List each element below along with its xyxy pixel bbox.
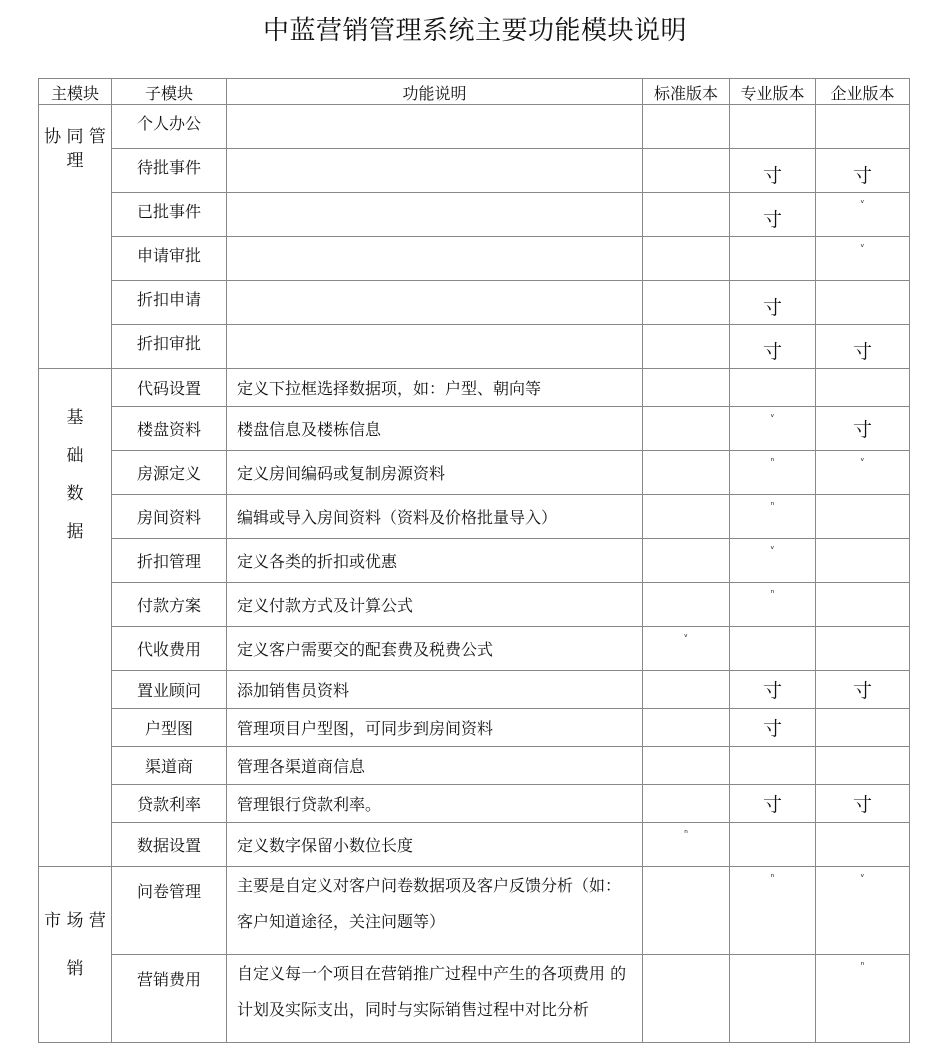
sub-module-cell: 折扣申请 <box>112 281 227 325</box>
version-ent-cell <box>816 747 910 785</box>
sub-module-cell: 房间资料 <box>112 495 227 539</box>
version-std-cell <box>643 671 730 709</box>
version-pro-cell: 寸 <box>730 671 816 709</box>
sub-module-cell: 折扣管理 <box>112 539 227 583</box>
sub-module-cell: 申请审批 <box>112 237 227 281</box>
version-std-cell <box>643 237 730 281</box>
version-std-cell <box>643 149 730 193</box>
sub-module-cell: 代收费用 <box>112 627 227 671</box>
version-ent-cell: ᵛ <box>816 237 910 281</box>
version-ent-cell <box>816 369 910 407</box>
table-row <box>39 451 910 495</box>
table-row <box>39 823 910 867</box>
sub-module-cell: 付款方案 <box>112 583 227 627</box>
table-row <box>39 539 910 583</box>
description-cell: 主要是自定义对客户问卷数据项及客户反馈分析（如： 客户知道途径，关注问题等） <box>227 867 643 955</box>
description-cell <box>227 325 643 369</box>
description-cell: 自定义每一个项目在营销推广过程中产生的各项费用 的 计划及实际支出，同时与实际销售过程中对比分析 <box>227 955 643 1043</box>
table-row <box>39 583 910 627</box>
version-std-cell <box>643 747 730 785</box>
description-cell <box>227 281 643 325</box>
description-cell <box>227 105 643 149</box>
version-ent-cell: 寸 <box>816 671 910 709</box>
version-ent-cell: ⁿ <box>816 955 910 1043</box>
version-std-cell <box>643 369 730 407</box>
main-module-cell: 市 场 营 销 <box>39 867 112 1043</box>
table-row <box>39 325 910 369</box>
sub-module-cell: 楼盘资料 <box>112 407 227 451</box>
version-pro-cell <box>730 627 816 671</box>
version-pro-cell <box>730 823 816 867</box>
version-std-cell <box>643 325 730 369</box>
header-sub-module: 子模块 <box>112 79 227 105</box>
version-pro-cell: 寸 <box>730 785 816 823</box>
document-title: 中蓝营销管理系统主要功能模块说明 <box>262 16 687 46</box>
version-std-cell <box>643 451 730 495</box>
description-cell <box>227 237 643 281</box>
description-cell: 编辑或导入房间资料（资料及价格批量导入） <box>227 495 643 539</box>
sub-module-cell: 已批事件 <box>112 193 227 237</box>
table-row <box>39 495 910 539</box>
version-pro-cell <box>730 369 816 407</box>
table-row <box>39 671 910 709</box>
version-ent-cell: 寸 <box>816 407 910 451</box>
description-cell: 定义下拉框选择数据项，如：户型、朝向等 <box>227 369 643 407</box>
sub-module-cell: 问卷管理 <box>112 867 227 955</box>
version-pro-cell <box>730 955 816 1043</box>
version-ent-cell: ᵛ <box>816 867 910 955</box>
version-std-cell <box>643 105 730 149</box>
description-cell: 管理银行贷款利率。 <box>227 785 643 823</box>
version-ent-cell <box>816 627 910 671</box>
version-ent-cell: 寸 <box>816 149 910 193</box>
version-pro-cell <box>730 747 816 785</box>
table-row <box>39 955 910 1043</box>
table-row <box>39 237 910 281</box>
sub-module-cell: 个人办公 <box>112 105 227 149</box>
sub-module-cell: 房源定义 <box>112 451 227 495</box>
version-std-cell <box>643 583 730 627</box>
version-pro-cell: ⁿ <box>730 583 816 627</box>
version-ent-cell <box>816 823 910 867</box>
version-std-cell <box>643 193 730 237</box>
table-body <box>39 105 910 1043</box>
description-cell: 管理项目户型图，可同步到房间资料 <box>227 709 643 747</box>
version-ent-cell: 寸 <box>816 785 910 823</box>
description-cell: 楼盘信息及楼栋信息 <box>227 407 643 451</box>
version-ent-cell: 寸 <box>816 325 910 369</box>
sub-module-cell: 待批事件 <box>112 149 227 193</box>
description-cell: 定义各类的折扣或优惠 <box>227 539 643 583</box>
version-ent-cell <box>816 105 910 149</box>
table-row <box>39 193 910 237</box>
sub-module-cell: 营销费用 <box>112 955 227 1043</box>
version-std-cell <box>643 407 730 451</box>
version-ent-cell <box>816 495 910 539</box>
table-row <box>39 709 910 747</box>
version-std-cell <box>643 495 730 539</box>
version-pro-cell: 寸 <box>730 325 816 369</box>
sub-module-cell: 代码设置 <box>112 369 227 407</box>
table-row <box>39 627 910 671</box>
version-pro-cell: ᵛ <box>730 407 816 451</box>
version-std-cell <box>643 785 730 823</box>
version-std-cell <box>643 539 730 583</box>
version-std-cell: ᵛ <box>643 627 730 671</box>
header-professional-version: 专业版本 <box>730 79 816 105</box>
version-ent-cell <box>816 539 910 583</box>
version-std-cell: ⁿ <box>643 823 730 867</box>
version-ent-cell: ᵛ <box>816 193 910 237</box>
description-cell: 添加销售员资料 <box>227 671 643 709</box>
version-std-cell <box>643 867 730 955</box>
header-enterprise-version: 企业版本 <box>816 79 910 105</box>
version-std-cell <box>643 955 730 1043</box>
version-pro-cell: 寸 <box>730 709 816 747</box>
header-main-module: 主模块 <box>39 79 112 105</box>
main-module-cell: 基 础 数 据 <box>39 369 112 867</box>
sub-module-cell: 置业顾问 <box>112 671 227 709</box>
version-pro-cell: 寸 <box>730 149 816 193</box>
version-pro-cell: ⁿ <box>730 495 816 539</box>
description-cell: 定义数字保留小数位长度 <box>227 823 643 867</box>
table-row <box>39 785 910 823</box>
version-pro-cell: ᵛ <box>730 539 816 583</box>
version-pro-cell: 寸 <box>730 281 816 325</box>
table-header-row <box>39 79 910 105</box>
description-cell: 定义付款方式及计算公式 <box>227 583 643 627</box>
header-standard-version: 标准版本 <box>643 79 730 105</box>
sub-module-cell: 数据设置 <box>112 823 227 867</box>
table-row <box>39 867 910 955</box>
table-row <box>39 747 910 785</box>
version-pro-cell: 寸 <box>730 193 816 237</box>
description-cell: 定义客户需要交的配套费及税费公式 <box>227 627 643 671</box>
version-ent-cell <box>816 281 910 325</box>
version-pro-cell <box>730 105 816 149</box>
table-row <box>39 281 910 325</box>
module-table <box>38 78 910 1043</box>
version-ent-cell: ᵛ <box>816 451 910 495</box>
header-description: 功能说明 <box>227 79 643 105</box>
sub-module-cell: 折扣审批 <box>112 325 227 369</box>
version-std-cell <box>643 281 730 325</box>
description-cell <box>227 149 643 193</box>
version-pro-cell: ⁿ <box>730 451 816 495</box>
sub-module-cell: 贷款利率 <box>112 785 227 823</box>
table-row <box>39 407 910 451</box>
version-pro-cell <box>730 237 816 281</box>
table-row <box>39 105 910 149</box>
description-cell <box>227 193 643 237</box>
version-ent-cell <box>816 583 910 627</box>
description-cell: 管理各渠道商信息 <box>227 747 643 785</box>
table-row <box>39 149 910 193</box>
sub-module-cell: 户型图 <box>112 709 227 747</box>
version-std-cell <box>643 709 730 747</box>
sub-module-cell: 渠道商 <box>112 747 227 785</box>
version-ent-cell <box>816 709 910 747</box>
version-pro-cell: ⁿ <box>730 867 816 955</box>
module-table-wrapper <box>38 78 910 1019</box>
table-row <box>39 369 910 407</box>
description-cell: 定义房间编码或复制房源资料 <box>227 451 643 495</box>
main-module-cell: 协 同 管 理 <box>39 105 112 369</box>
